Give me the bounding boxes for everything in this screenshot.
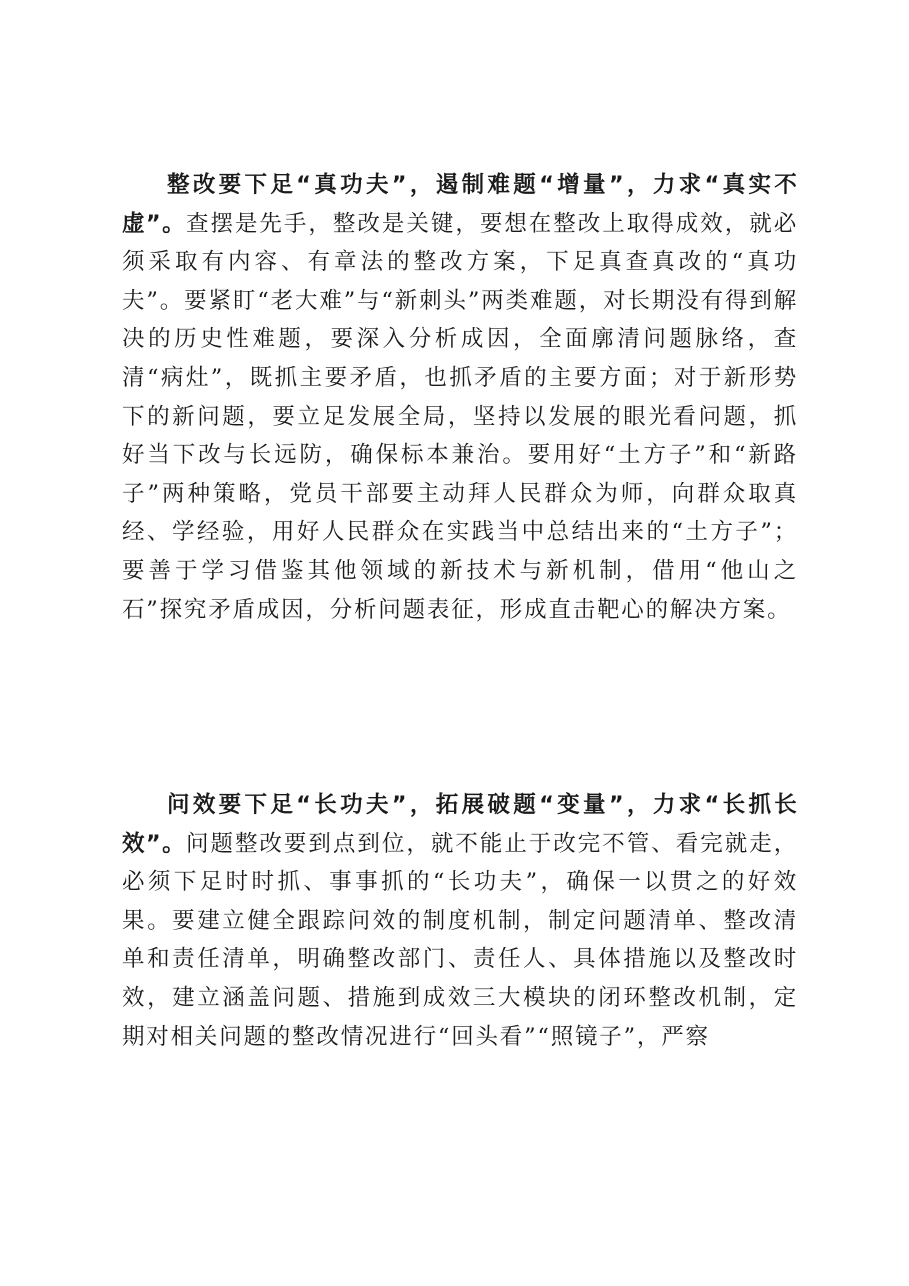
- paragraph-genuine-effort: [122, 166, 798, 629]
- paragraph-lead-heading: 问效要下足“长功夫”，拓展破题“变量”，力求“长抓长效”。: [122, 792, 798, 857]
- paragraph-body-text: 问题整改要到点到位，就不能止于改完不管、看完就走，必须下足时时抓、事事抓的“长功夫”，确保一以贯之的好效果。要建立健全跟踪问效的制度机制，制定问题清单、整改清单和责任清单，明确整改部门、责任人、具体措施以及整改时效，建立涵盖问题、措施到成效三大模块的闭环整改机制，定期对相关问题的整改情况进行“回头看”“照镜子”，严察: [122, 830, 798, 1050]
- paragraph-long-effort: [122, 786, 798, 1056]
- paragraph-body-text: 查摆是先手，整改是关键，要想在整改上取得成效，就必须采取有内容、有章法的整改方案，下足真查真改的“真功夫”。要紧盯“老大难”与“新刺头”两类难题，对长期没有得到解决的历史性难题，要深入分析成因，全面廓清问题脉络，查清“病灶”，既抓主要矛盾，也抓矛盾的主要方面；对于新形势下的新问题，要立足发展全局，坚持以发展的眼光看问题，抓好当下改与长远防，确保标本兼治。要用好“土方子”和“新路子”两种策略，党员干部要主动拜人民群众为师，向群众取真经、学经验，用好人民群众在实践当中总结出来的“土方子”；要善于学习借鉴其他领域的新技术与新机制，借用“他山之石”探究矛盾成因，分析问题表征，形成直击靶心的解决方案。: [122, 210, 798, 623]
- paragraph-lead-heading: 整改要下足“真功夫”，遏制难题“增量”，力求“真实不虚”。: [122, 172, 798, 237]
